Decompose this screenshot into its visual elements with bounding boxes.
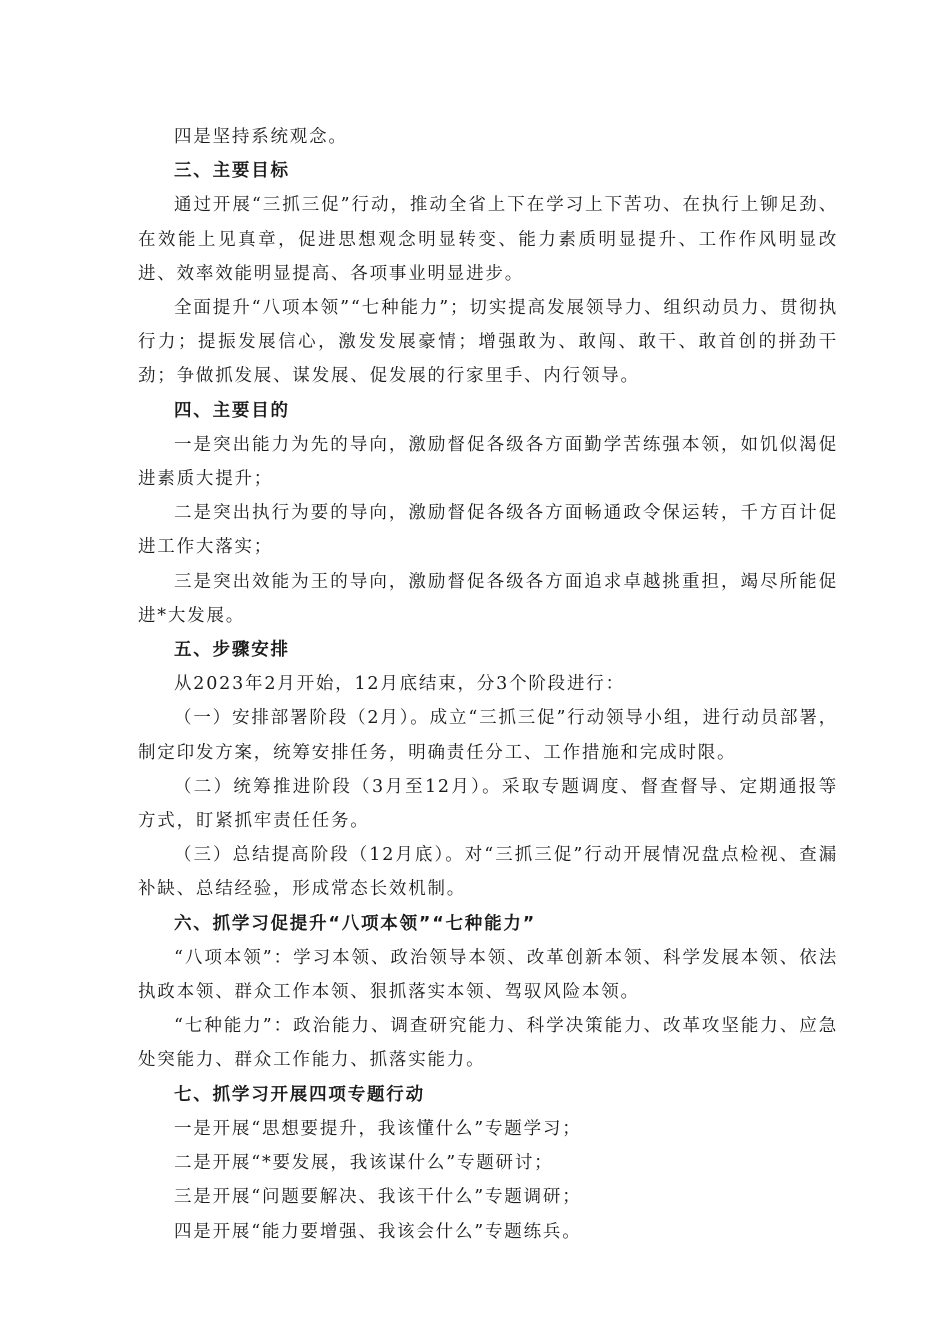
section-heading: 四、主要目的	[174, 400, 290, 421]
paragraph: 从2023年2月开始，12月底结束，分3个阶段进行：	[174, 674, 625, 695]
paragraph: 通过开展“三抓三促”行动，推动全省上下在学习上下苦功、在执行上铆足劲、在效能上见真章，促进思想观念明显转变、能力素质明显提升、工作作风明显改进、效率效能明显提高、各项事业明显进步。	[138, 195, 838, 284]
paragraph: 四是开展“能力要增强、我该会什么”专题练兵。	[174, 1221, 582, 1242]
paragraph: 一是突出能力为先的导向，激励督促各级各方面勤学苦练强本领，如饥似渴促进素质大提升；	[138, 434, 838, 490]
paragraph: 一是开展“思想要提升，我该懂什么”专题学习；	[174, 1118, 582, 1139]
paragraph: “七种能力”：政治能力、调查研究能力、科学决策能力、改革攻坚能力、应急处突能力、群众工作能力、抓落实能力。	[138, 1016, 838, 1071]
paragraph: 三是突出效能为王的导向，激励督促各级各方面追求卓越挑重担，竭尽所能促进*大发展。	[138, 571, 838, 626]
section-heading: 七、抓学习开展四项专题行动	[174, 1084, 425, 1105]
section-heading: 三、主要目标	[174, 161, 290, 182]
paragraph: （三）总结提高阶段（12月底）。对“三抓三促”行动开展情况盘点检视、查漏补缺、总结经验，形成常态长效机制。	[138, 845, 838, 900]
paragraph: 二是突出执行为要的导向，激励督促各级各方面畅通政令保运转，千方百计促进工作大落实；	[138, 503, 838, 558]
paragraph: （一）安排部署阶段（2月）。成立“三抓三促”行动领导小组，进行动员部署，制定印发方案，统筹安排任务，明确责任分工、工作措施和完成时限。	[138, 708, 838, 763]
section-heading: 六、抓学习促提升“八项本领”“七种能力”	[174, 913, 537, 934]
paragraph: 全面提升“八项本领”“七种能力”；切实提高发展领导力、组织动员力、贯彻执行力；提振发展信心，激发发展豪情；增强敢为、敢闯、敢干、敢首创的拼劲干劲；争做抓发展、谋发展、促发展的行家里手、内行领导。	[138, 298, 838, 387]
paragraph: “八项本领”：学习本领、政治领导本领、改革创新本领、科学发展本领、依法执政本领、群众工作本领、狠抓落实本领、驾驭风险本领。	[138, 947, 838, 1003]
paragraph: 四是坚持系统观念。	[174, 127, 348, 147]
section-heading: 五、步骤安排	[174, 640, 290, 661]
paragraph: （二）统筹推进阶段（3月至12月）。采取专题调度、督查督导、定期通报等方式，盯紧抓牢责任任务。	[138, 776, 838, 832]
paragraph: 三是开展“问题要解决、我该干什么”专题调研；	[174, 1187, 582, 1208]
document-body	[138, 120, 838, 1249]
paragraph: 二是开展“*要发展，我该谋什么”专题研讨；	[174, 1153, 554, 1174]
